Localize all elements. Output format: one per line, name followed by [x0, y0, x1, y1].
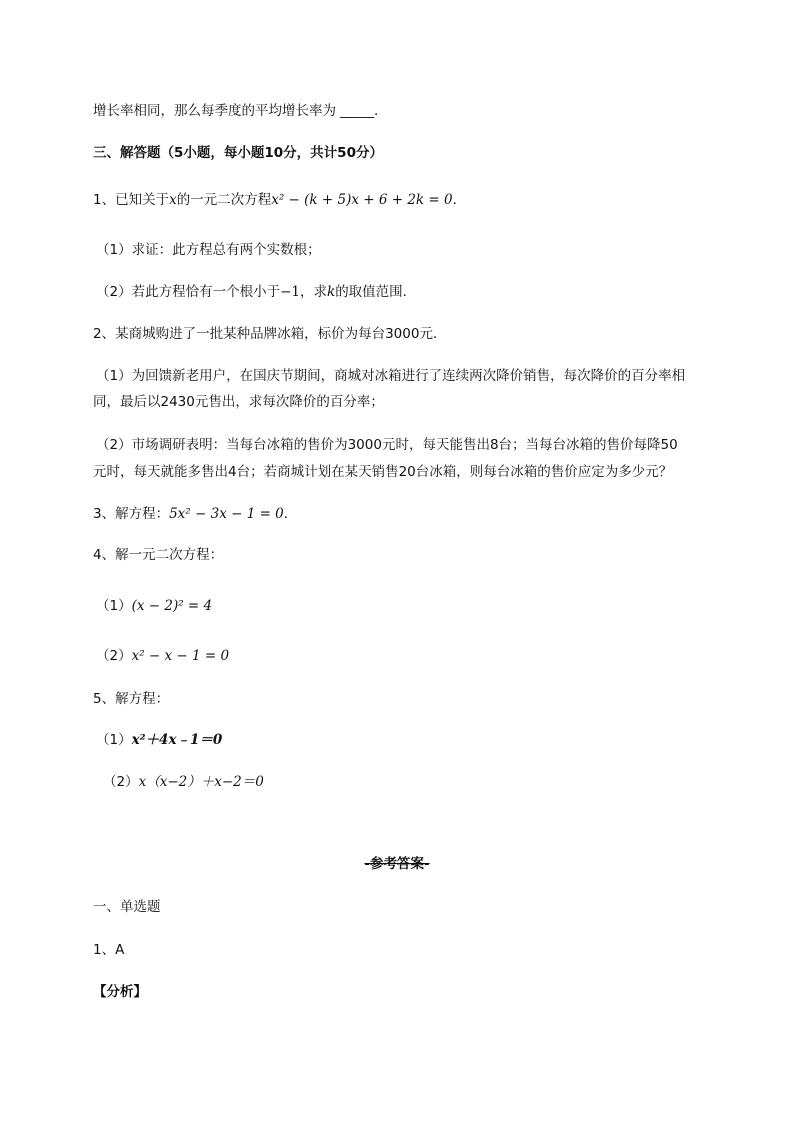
q4-part1-label: （1）	[96, 598, 132, 614]
q1-end: ．	[452, 192, 467, 208]
q5-part1-eq: x²＋4x﹣1＝0	[131, 732, 223, 748]
question-1	[93, 190, 466, 210]
analysis-label: 【分析】	[93, 984, 147, 1000]
question-2: 2、某商城购进了一批某种品牌冰箱，标价为每台3000元．	[93, 326, 447, 342]
q1-equation: x² − (k + 5)x + 6 + 2k = 0	[271, 192, 453, 208]
q4-part-1	[96, 596, 212, 616]
question-4: 4、解一元二次方程：	[93, 547, 224, 563]
question-3	[93, 504, 297, 524]
q3-label: 3、解方程：	[93, 506, 170, 522]
question-5: 5、解方程：	[93, 691, 170, 707]
q2-part1-line1: （1）为回馈新老用户，在国庆节期间，商城对冰箱进行了连续两次降价销售，每次降价的百分率相	[96, 368, 686, 384]
q1-label: 1、已知关于	[93, 192, 170, 208]
q2-part2-line2: 元时，每天就能多售出4台；若商城计划在某天销售20台冰箱，则每台冰箱的售价应定为多少元？	[93, 464, 673, 480]
q3-equation: 5x² − 3x − 1 = 0	[169, 506, 284, 522]
continued-question-text: 增长率相同，那么每季度的平均增长率为 _____.	[93, 103, 379, 119]
q1-mid: 的一元二次方程	[176, 192, 272, 208]
q5-part2-eq: x（x−2）＋x−2＝0	[138, 774, 264, 790]
q4-part1-eq: (x − 2)² = 4	[131, 598, 213, 614]
q4-part2-label: （2）	[96, 648, 132, 664]
q5-part-2	[103, 772, 264, 792]
q1-part-2	[96, 282, 416, 302]
answer-1: 1、A	[93, 942, 125, 958]
q1-part2-c: 的取值范围．	[335, 284, 417, 300]
q1-var-x: x	[169, 192, 177, 208]
q1-part2-b: ，求	[300, 284, 327, 300]
answers-section-1: 一、单选题	[93, 899, 161, 915]
q5-part-1	[96, 730, 222, 750]
q2-part2-line1: （2）市场调研表明：当每台冰箱的售价为3000元时，每天能售出8台；当每台冰箱的售价每降50	[96, 437, 678, 453]
q1-part2-var: k	[327, 284, 336, 300]
q5-part2-label: （2）	[103, 774, 139, 790]
q1-part-1: （1）求证：此方程总有两个实数根；	[96, 242, 321, 258]
q1-part2-a: （2）若此方程恰有一个根小于	[96, 284, 281, 300]
q5-part1-label: （1）	[96, 732, 132, 748]
q4-part-2	[96, 646, 229, 666]
q2-part1-line2: 同，最后以2430元售出，求每次降价的百分率；	[93, 394, 384, 410]
q1-part2-val: −1	[280, 284, 300, 300]
section-3-title: 三、解答题（5小题，每小题10分，共计50分）	[93, 145, 383, 161]
answers-title: -参考答案-	[364, 856, 430, 872]
q4-part2-eq: x² − x − 1 = 0	[131, 648, 230, 664]
q3-end: ．	[283, 506, 298, 522]
